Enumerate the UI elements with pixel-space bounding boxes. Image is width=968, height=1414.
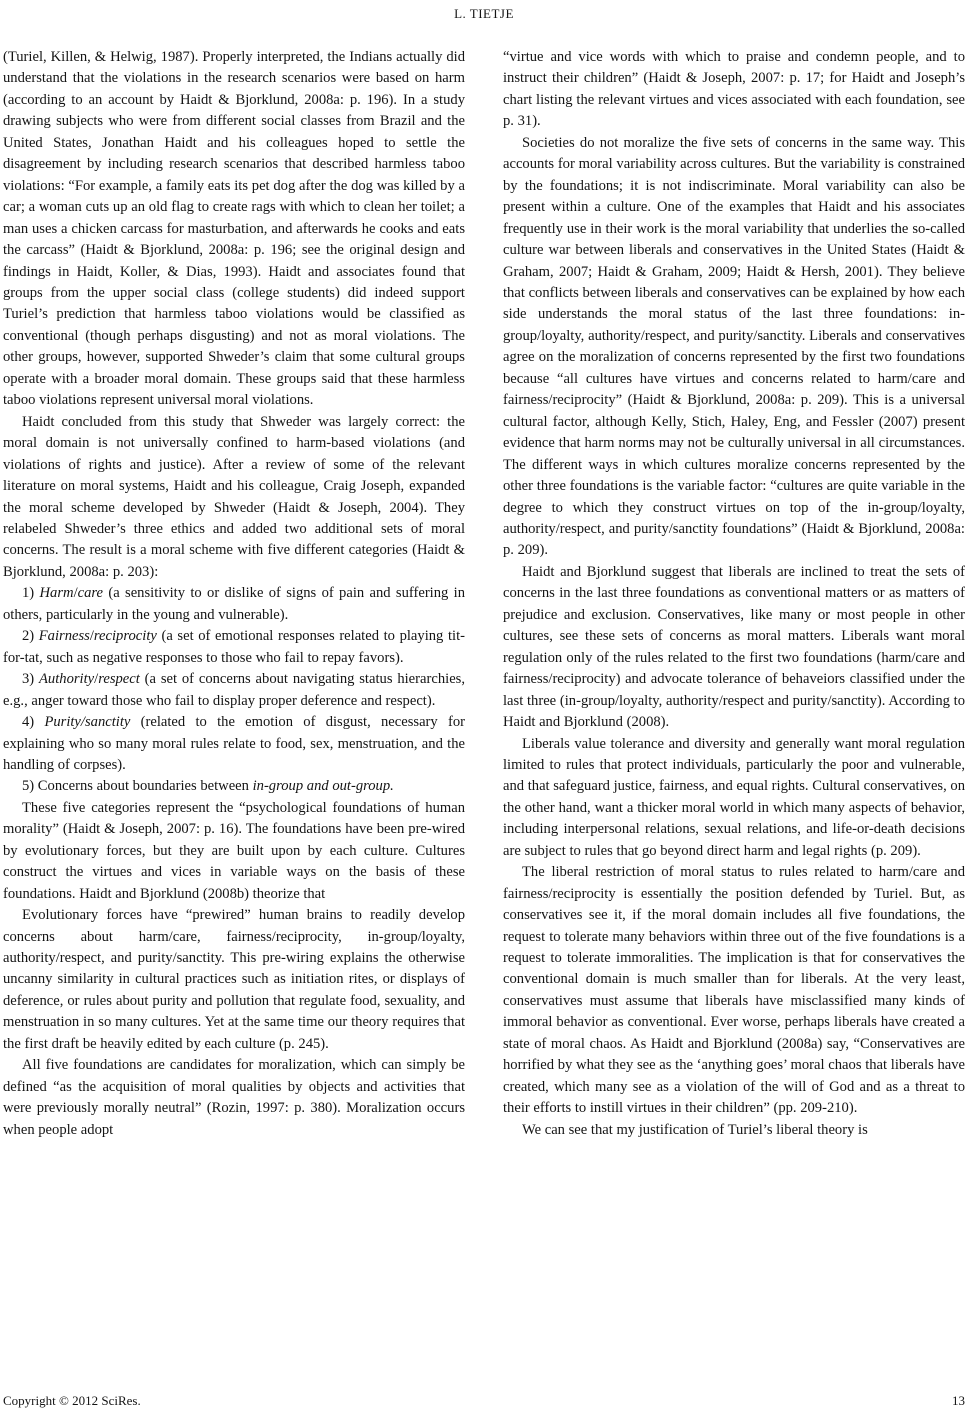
text-run: / (94, 671, 99, 688)
body-paragraph (3, 47, 465, 412)
text-run: (a sensitivity to or dislike of signs of pain and suffering in others, particularly in the young and vulnerable). (3, 585, 466, 623)
text-run: 2) (22, 628, 39, 645)
italic-text: Authority (39, 671, 95, 688)
text-run: Liberals value tolerance and diversity and generally want moral regulation limited to rules that protect individuals, particularly the poor and vulnerable, and that safeguard justice, fairness, and equal rights. Cultural conservatives, on the other hand, want a thicker moral world in which many aspects of behavior, including interpersonal relations, sexual relations, and life-or-death decisions are subject to rules that go beyond direct harm and legal rights (p. 209). (503, 735, 965, 859)
list-item (3, 669, 465, 712)
text-run: 4) (22, 714, 45, 731)
body-paragraph (3, 905, 465, 1055)
body-paragraph (503, 562, 965, 734)
left-column (3, 47, 465, 1141)
text-run: The liberal restriction of moral status to rules related to harm/care and fairness/reciprocity is essentially the position defended by Turiel. But, as conservatives see it, if the moral domain includes all five foundations, the request to tolerate many behaviors within three out of the five foundations is a request to tolerate immoralities. The implication is that for conservatives the conventional domain is much smaller than for liberals. At the very least, conservatives must assume that liberals have misclassified many kinds of immoral behavior as conventional. Ever worse, perhaps liberals have created a state of moral chaos. As Haidt and Bjorklund (2008a) say, “Conservatives are horrified by what they see as the ‘anything goes’ moral chaos that liberals have created, which many see as a violation of the will of God and as a threat to their efforts to instill virtues in their children” (pp. 209-210). (503, 864, 965, 1117)
text-run: We can see that my justification of Turiel’s liberal theory is (522, 1121, 868, 1138)
text-run: Evolutionary forces have “prewired” human brains to readily develop concerns about harm/care, fairness/reciprocity, in-group/loyalty, authority/respect, and purity/sanctity. This pre-wiring explains the otherwise uncanny similarity in cultural practices such as initiation rites, or displays of deference, or rules about purity and pollution that regulate food, sexuality, and menstruation in so many cultures. Yet at the same time our theory requires that the first draft be heavily edited by each culture (p. 245). (3, 907, 465, 1052)
text-run: “virtue and vice words with which to praise and condemn people, and to instruct their children” (Haidt & Joseph, 2007: p. 17; for Haidt and Joseph’s chart listing the relevant virtues and vices associated with each foundation, see p. 31). (503, 49, 965, 130)
list-item (3, 712, 465, 776)
italic-text: care (77, 585, 104, 602)
text-run: 1) (22, 585, 40, 602)
italic-text: reciprocity (93, 628, 157, 645)
italic-text: Purity/sanctity (44, 714, 131, 731)
running-head: L. TIETJE (454, 6, 514, 21)
body-paragraph (503, 862, 965, 1119)
italic-text: Harm (39, 585, 74, 602)
body-paragraph (503, 133, 965, 562)
text-run: Societies do not moralize the five sets of concerns in the same way. This accounts for moral variability across cultures. But the variability is constrained by the foundations; it is not indiscriminate. Moral variability can also be present within a culture. One of the examples that Haidt and his associates frequently use in their work is the moral variability that underlies the so-called culture war between liberals and conservatives in the United States (Haidt & Graham, 2007; Haidt & Graham, 2009; Haidt & Hersh, 2001). They believe that conflicts between liberals and conservatives can be explained by how each side understands the moral status of the last three foundations: in-group/loyalty, authority/respect, and purity/sanctity. Liberals and conservatives agree on the moralization of concerns represented by the first two foundations because “all cultures have virtues and concerns related to harm/care and fairness/reciprocity” (Haidt & Bjorklund, 2008a: p. 209). This is a universal cultural factor, although Kelly, Stich, Haley, Eng, and Fessler (2007) present evidence that harm norms may not be culturally universal in all circumstances. The different ways in which cultures moralize concerns represented by the other three foundations is the variable factor: “cultures are quite variable in the degree to which they construct virtues on top of the in-group/loyalty, authority/respect, and purity/sanctity foundations” (Haidt & Bjorklund, 2008a: p. 209). (503, 134, 965, 559)
text-run: These five categories represent the “psychological foundations of human morality” (Haidt & Joseph, 2007: p. 16). The foundations have been pre-wired by evolutionary forces, but they are built upon by each culture. Cultures construct the virtues and vices in variable ways on the basis of these foundations. Haidt and Bjorklund (2008b) theorize that (3, 799, 465, 902)
text-run: Haidt and Bjorklund suggest that liberals are inclined to treat the sets of concerns in the last three foundations as conventional matters or as matters of prejudice and exclusion. Conservatives, like many or most people in other cultures, see these sets of concerns as moral matters. Liberals want moral regulation only of the rules related to the first two foundations (harm/care and fairness/reciprocity) and advocate tolerance of behaveiors classified under the last three (in-group/loyalty, authority/respect and purity/sanctity). According to Haidt and Bjorklund (2008). (503, 563, 965, 731)
text-run: 3) (22, 671, 39, 688)
body-paragraph (3, 798, 465, 905)
list-item (3, 583, 465, 626)
text-run: Haidt concluded from this study that Shweder was largely correct: the moral domain is not universally confined to harm-based violations (and violations of rights and justice). After a review of some of the relevant literature on moral systems, Haidt and his colleague, Craig Joseph, expanded the moral scheme developed by Shweder (Haidt & Joseph, 2004). They relabeled Shweder’s three ethics and added two additional sets of moral concerns. The result is a moral scheme with five different categories (Haidt & Bjorklund, 2008a: p. 203): (3, 413, 465, 580)
body-paragraph (503, 1120, 965, 1141)
list-item (3, 776, 465, 797)
italic-text: respect (98, 671, 140, 688)
text-run: / (73, 585, 78, 602)
text-run: (a set of concerns about navigating status hierarchies, e.g., anger toward those who fail to display proper deference and respect). (3, 671, 465, 709)
list-item (3, 626, 465, 669)
page-number: 13 (952, 1393, 965, 1408)
body-paragraph (3, 1055, 465, 1141)
right-column (503, 47, 965, 1141)
text-run: All five foundations are candidates for moralization, which can simply be defined “as the acquisition of moral qualities by objects and activities that were previously morally neutral” (Rozin, 1997: p. 380). Moralization occurs when people adopt (3, 1057, 465, 1138)
italic-text: Fairness (38, 628, 90, 645)
copyright-notice: Copyright © 2012 SciRes. (3, 1393, 141, 1408)
text-run: / (89, 628, 94, 645)
text-run: (related to the emotion of disgust, necessary for explaining who so many moral rules relate to food, sex, menstruation, and the handling of corpses). (3, 714, 465, 773)
text-run: (Turiel, Killen, & Helwig, 1987). Properly interpreted, the Indians actually did understand that the violations in the research scenarios were based on harm (according to an account by Haidt & Bjorklund, 2008a: p. 196). In a study drawing subjects who were from different social classes from Brazil and the United States, Jonathan Haidt and his colleagues hoped to settle the disagreement by including research scenarios that described harmless taboo violations: “For example, a family eats its pet dog after the dog was killed by a car; a woman cuts up an old flag to create rags with which to clean her toilet; a man uses a chicken carcass for masturbation, and afterwards he cooks and eats the carcass” (Haidt & Bjorklund, 2008a: p. 196; see the original design and findings in Haidt, Koller, & Dias, 1993). Haidt and associates found that groups from the upper social class (college students) did indeed support Turiel’s prediction that harmless taboo violations would be classified as conventional (though perhaps disgusting) and not as moral violations. The other groups, however, supported Shweder’s claim that some cultural groups operate with a broader moral domain. These groups said that these harmless taboo violations represent universal moral violations. (3, 49, 465, 409)
body-paragraph (503, 734, 965, 863)
italic-text: in-group and out-group. (252, 778, 394, 795)
body-paragraph (503, 47, 965, 133)
body-paragraph (3, 412, 465, 584)
text-run: 5) Concerns about boundaries between (22, 778, 253, 795)
text-run: (a set of emotional responses related to playing tit-for-tat, such as negative responses to those who fail to repay favors). (3, 628, 465, 666)
